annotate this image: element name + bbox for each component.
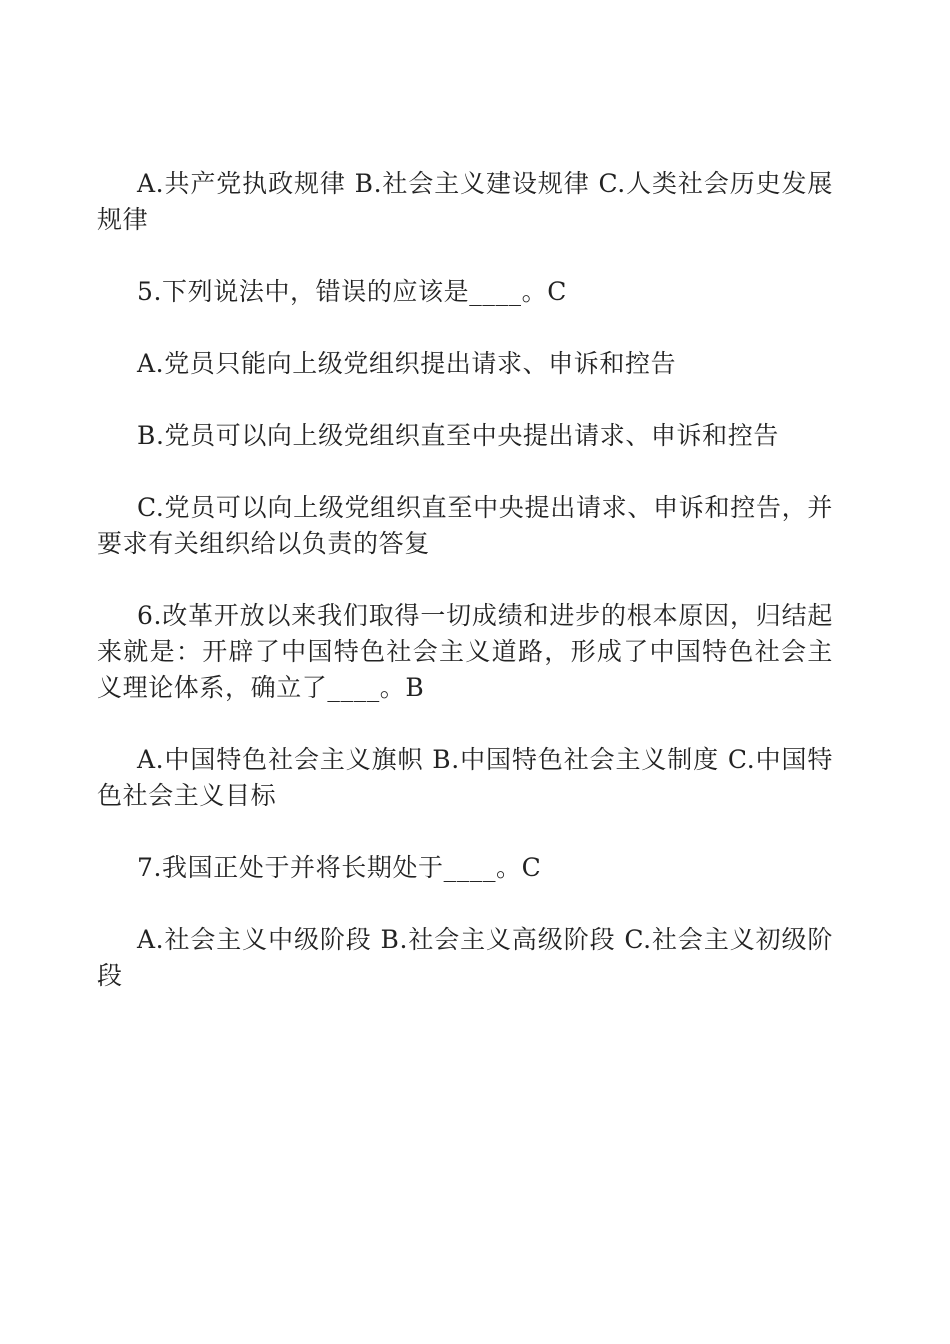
question-6: 6.改革开放以来我们取得一切成绩和进步的根本原因，归结起来就是：开辟了中国特色社会主义道路，形成了中国特色社会主义理论体系，确立了____。B xyxy=(97,601,833,702)
document-page xyxy=(97,166,833,1030)
question-7: 7.我国正处于并将长期处于____。C xyxy=(137,853,542,882)
options-q6: A.中国特色社会主义旗帜 B.中国特色社会主义制度 C.中国特色社会主义目标 xyxy=(97,745,833,810)
option-5a: A.党员只能向上级党组织提出请求、申诉和控告 xyxy=(137,349,677,378)
question-5: 5.下列说法中，错误的应该是____。C xyxy=(137,277,567,306)
option-5c: C.党员可以向上级党组织直至中央提出请求、申诉和控告，并要求有关组织给以负责的答复 xyxy=(97,493,833,558)
options-q7: A.社会主义中级阶段 B.社会主义高级阶段 C.社会主义初级阶段 xyxy=(97,925,833,990)
option-5b: B.党员可以向上级党组织直至中央提出请求、申诉和控告 xyxy=(137,421,779,450)
options-q4: A.共产党执政规律 B.社会主义建设规律 C.人类社会历史发展规律 xyxy=(97,169,833,234)
